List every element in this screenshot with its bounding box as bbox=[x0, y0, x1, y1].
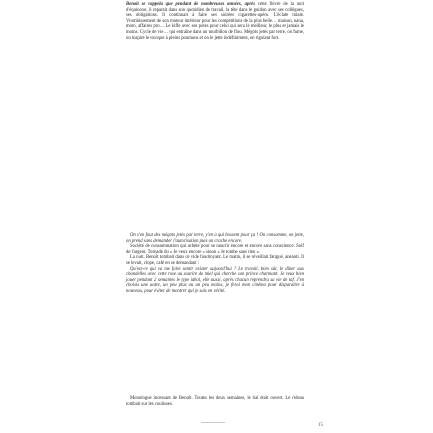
paragraph-lead: Benoît se rappela que pendant de nombreuses années, après bbox=[126, 2, 256, 7]
italic-paragraph: Qu'est-ce qui va me faire sentir exister aujourd'hui ? Le travail, bien sûr, le dîner aux chandelles avec cette rose au sourire de miel qui cherche son prince charmant. Je veux bien jouer pendant 2 semaines le type idéal, elle aussi, après chacun reprendra sa vie de taf. J'en choisis une autre, un peu plus ou un peu moins, je ferai mon cinéma pour disparaître à nouveau, pour éviter de montrer qui je suis en vérité. bbox=[126, 266, 304, 294]
paragraph: Société de consommation qui achète pour se nourrir encore et encore sans conscience. Soif de l'argent. Tornade du « Je veux encore » sinon « Je tombe sans rien ». bbox=[126, 244, 304, 255]
closing-section bbox=[126, 396, 304, 407]
italic-paragraph: On s'en fout des mégots jetés par terre, y'en a qui bossent pour ça ! On consomme, on jette, on prend sans demander l'autorisation puis on crache encore. bbox=[126, 233, 304, 244]
section-divider bbox=[201, 422, 225, 423]
page-number: 15 bbox=[318, 423, 323, 428]
paragraph: La nuit, Benoît tombait dans ce vide foudroyant. Le matin, il se réveillait fatigué, anéanti. Il se levait, clope, café en se demandant : bbox=[126, 255, 304, 266]
paragraph-text: cette fièvre de la nuit d'équinoxe, il reparait dans son quotidien de travail, la tête dans le guidon avec ses collègues, ses obligations. Il continuait à faire ses soirées cigarettes-apéro. L'éclate totale. Vrombissement de son moteur intérieur pour les compétitions de la plus belle… maison, nana, moto, affaires pro… Le kiffe avec ses potes pour celui qui sera le meilleur, le plus et jamais le moins. Cycle de vie… qui entraîne dans un tourbillon de flou. Mégots jetés par terre, on fume, on inspire le toxique à pleins poumons et on le jette indéfiniment, en rigolant fort. bbox=[126, 2, 304, 41]
middle-section bbox=[126, 233, 304, 295]
paragraph: Monologue incessant de Benoît. Toutes les deux semaines, le bal était ouvert. Le rideau tombait sur les coulisses. bbox=[126, 396, 304, 407]
opening-paragraph bbox=[126, 2, 304, 41]
paragraph bbox=[126, 2, 304, 41]
